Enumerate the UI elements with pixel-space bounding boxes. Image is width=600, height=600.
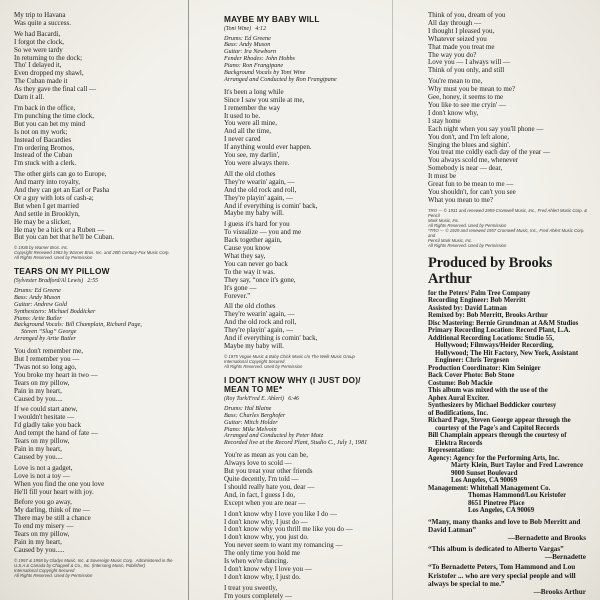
havana-lyrics-stanza-4-line: But you can bet that he'll be Cuban. xyxy=(14,233,115,242)
production-credits-line: 8651 Pinetree Place xyxy=(468,499,525,507)
production-credits-line: Disc Mastering: Bernie Grundman at A&M Studios xyxy=(428,319,579,327)
idkw-lyrics-stanza-2 xyxy=(224,511,392,582)
lyrics-column-left xyxy=(14,12,186,585)
maybe-lyrics-stanza-2-line: Forever.” xyxy=(224,291,251,300)
mean-to-me-lyrics-stanza-2-line: You don't, and I'm left alone, xyxy=(428,132,509,141)
havana-copyright-notice-line: All Rights Reserved. Used by Permission xyxy=(14,255,93,261)
maybe-lyrics-chorus-2-line: They're wearin' again, — xyxy=(224,310,295,319)
production-credits-line: of Bodifications, Inc. xyxy=(428,409,489,417)
idkw-lyrics-stanza-1-line: Always love to scold — xyxy=(224,459,292,468)
maybe-lyrics-stanza-2-line: To the way it was. xyxy=(224,267,276,276)
dedication-attribution-line: —Bernadette xyxy=(544,552,586,561)
tears-lyrics-stanza-3-line: Love is not a gadget, xyxy=(14,463,73,472)
i-dont-know-why-musicians-line: Bass: Charles Berghofer xyxy=(224,411,286,419)
havana-lyrics-stanza-3-line: Instead of Bacardies xyxy=(14,135,72,144)
thanks-attribution xyxy=(428,534,592,542)
production-credits-line: Back Cover Photo: Bob Stone xyxy=(428,372,515,380)
maybe-lyrics-chorus-1-line: And the old rock and roll, xyxy=(224,185,297,194)
mean-to-me-lyrics-stanza-2-line: You shouldn't, for can't you see xyxy=(428,187,516,196)
maybe-lyrics-stanza-1-line: I never cared xyxy=(224,135,261,144)
havana-lyrics-stanza-1-line: My trip to Havana xyxy=(14,11,66,19)
i-dont-know-why-musicians-line: Guitar: Mitch Holder xyxy=(224,418,278,426)
tears-on-my-pillow-musicians-line: Background Vocals: Bill Champlain, Richard Page, xyxy=(14,321,142,329)
tears-lyrics-stanza-1-line: Caused by you.... xyxy=(14,394,63,403)
i-dont-know-why-title xyxy=(224,376,392,395)
dedication-quote xyxy=(428,545,592,553)
production-credits-line: Management: Whitehall Management Co. xyxy=(428,484,551,492)
production-credits xyxy=(428,290,592,515)
mean-to-me-lyrics-stanza-1-line: Love you — I always will — xyxy=(428,58,511,67)
mean-to-me-lyrics-stanza-2-line: I don't know why, xyxy=(428,108,479,117)
maybe-lyrics-chorus-2-line: And if everything is comin' back, xyxy=(224,334,318,343)
mean-to-me-lyrics-stanza-1-line: Whatever seized you xyxy=(428,34,487,43)
idkw-lyrics-stanza-2-line: The only time you hold me xyxy=(224,549,301,558)
production-credits-line: Richard Page, Steven George appear through the xyxy=(428,417,571,425)
i-dont-know-why-title-line: I DON'T KNOW WHY (I JUST DO)/ xyxy=(224,374,361,385)
maybe-my-baby-will-musicians-line: Arranged and Conducted by Ron Frangipane xyxy=(224,75,337,83)
production-credits-line: Marty Klein, Burt Taylor and Fred Lawrence xyxy=(451,462,583,470)
maybe-lyrics-chorus-2-line: They're playin' again, — xyxy=(224,326,293,335)
tears-lyrics-stanza-2 xyxy=(14,406,186,461)
tears-lyrics-stanza-3 xyxy=(14,465,186,497)
dedication-quote-line: “This album is dedicated to Alberto Vargas” xyxy=(428,544,564,553)
maybe-my-baby-will-musicians-line: Bass: Andy Muson xyxy=(224,41,271,49)
havana-lyrics-stanza-4-line: But when I get married xyxy=(14,201,79,210)
maybe-lyrics-stanza-2-line: You can never go back xyxy=(224,259,288,268)
mean-to-me-lyrics-stanza-2-line: It must be xyxy=(428,172,456,181)
i-dont-know-why-writers xyxy=(224,396,392,403)
mean-to-me-lyrics-stanza-1-line: That made you treat me xyxy=(428,42,495,51)
i-dont-know-why-musicians-line: Piano: Mike Melvoin xyxy=(224,425,277,433)
havana-lyrics-stanza-2-line: In returning to the dock; xyxy=(14,53,83,62)
havana-lyrics-stanza-4-line: Or a guy with lots of cash-a; xyxy=(14,193,94,202)
mean-to-me-lyrics-stanza-2-line: You treat me coldly each day of the year — xyxy=(428,148,550,157)
maybe-lyrics-chorus-2-line: All the old clothes xyxy=(224,302,276,311)
idkw-lyrics-stanza-3-line: I treat you sweetly, xyxy=(224,583,278,592)
maybe-lyrics-stanza-2-line: They say, “once it's gone, xyxy=(224,275,296,284)
production-credits-line: Costume: Bob Mackie xyxy=(428,379,493,387)
havana-lyrics-stanza-4-line: And settle in Brooklyn, xyxy=(14,209,80,218)
maybe-my-baby-will-musicians xyxy=(224,36,392,84)
fold-line-left xyxy=(188,0,189,600)
mean-to-me-lyrics-stanza-2-line: I stay home xyxy=(428,116,461,125)
idkw-lyrics-stanza-3-line: I'm yours completely — xyxy=(224,591,292,600)
havana-lyrics-stanza-2-line: As they gave the final call — xyxy=(14,85,97,94)
maybe-lyrics-stanza-2-line: Cause you know xyxy=(224,244,271,253)
maybe-lyrics-chorus-1-line: And if everything is comin' back, xyxy=(224,201,318,210)
production-credits-line: Los Angeles, CA 90069 xyxy=(468,507,535,515)
production-credits-line: Thomas Hammond/Lou Kristofer xyxy=(468,492,567,500)
i-dont-know-why-title-line: MEAN TO ME* xyxy=(224,384,283,395)
tears-copyright-notice-line: U.S.A & Canada by Chappell & Co., Inc. (Intersong Music, Publisher) xyxy=(14,562,146,568)
havana-lyrics-stanza-4-line: The other girls can go to Europe, xyxy=(14,170,107,179)
production-credits-line: 9000 Sunset Boulevard xyxy=(451,469,518,477)
production-credits-line: Los Angeles, CA 90069 xyxy=(451,477,518,485)
tears-lyrics-stanza-1-line: Pain in my heart, xyxy=(14,386,62,395)
idkw-lyrics-stanza-2-line: I don't know why I love you — xyxy=(224,564,312,573)
maybe-my-baby-will-musicians-line: Piano: Ron Frangipane xyxy=(224,62,284,70)
havana-lyrics-stanza-3-line: Instead of the Cuban xyxy=(14,151,73,160)
maybe-lyrics-stanza-1-line: It's been a long while xyxy=(224,87,284,96)
tro-copyright-notice-line: TRO — © 1931 and renewed 1959 Cromwell Music, Inc., Fred Ahlert Music Corp. & Pencil xyxy=(428,207,589,218)
tears-lyrics-stanza-2-line: Caused by you.... xyxy=(14,452,63,461)
tears-lyrics-stanza-4 xyxy=(14,499,186,554)
havana-lyrics-stanza-1-line: Was quite a success. xyxy=(14,18,71,27)
thanks-quote-line: “Many, many thanks and love to Bob Merritt and xyxy=(428,517,581,526)
tears-lyrics-stanza-1-line: 'Twas not so long ago, xyxy=(14,362,77,371)
havana-lyrics-stanza-2-line: I forgot the clock, xyxy=(14,37,65,46)
maybe-lyrics-chorus-2-line: And the old rock and roll, xyxy=(224,318,297,327)
special-people-quote-line: Kristofer ... who are very special people and will xyxy=(428,571,576,580)
maybe-lyrics-chorus-1-line: They're playin' again, — xyxy=(224,193,293,202)
mean-to-me-lyrics-stanza-2 xyxy=(428,78,592,205)
havana-copyright-notice-line: © 1936 by Warner Bros. Inc. xyxy=(14,245,69,251)
havana-lyrics-stanza-3-line: I'm back in the office, xyxy=(14,103,76,112)
mean-to-me-lyrics-stanza-2-line: You're mean to me, xyxy=(428,77,483,86)
tears-on-my-pillow-title-line: TEARS ON MY PILLOW xyxy=(14,266,110,277)
production-credits-line: Bill Champlain appears through the courtesy of xyxy=(428,432,567,440)
tears-lyrics-stanza-1 xyxy=(14,348,186,403)
idkw-lyrics-stanza-2-line: You never seem to want my romancing — xyxy=(224,541,343,550)
tro-copyright-notice-line: All Rights Reserved. Used by Permission xyxy=(428,222,507,228)
idkw-lyrics-stanza-2-line: I don't know why, I just do. xyxy=(224,572,301,581)
maybe-lyrics-stanza-2-line: To visualize — you and me xyxy=(224,228,302,237)
havana-lyrics-stanza-2 xyxy=(14,31,186,102)
maybe-lyrics-chorus-1-line: They're wearin' again, — xyxy=(224,177,295,186)
mean-to-me-lyrics-stanza-2-line: Gee, honey, it seems to me xyxy=(428,93,504,102)
tears-lyrics-stanza-4-line: To end my misery — xyxy=(14,522,74,531)
tears-lyrics-stanza-4-line: There may be still a chance xyxy=(14,514,91,523)
tears-on-my-pillow-musicians-line: Guitar: Andrew Gold xyxy=(14,300,67,308)
havana-lyrics-stanza-2-line: The Cuban made it xyxy=(14,77,68,86)
maybe-lyrics-stanza-2-line: It's gone — xyxy=(224,283,257,292)
production-credits-line: for the Peters/ Palm Tree Company xyxy=(428,289,531,297)
maybe-lyrics-stanza-1-line: I remember the way xyxy=(224,103,281,112)
tears-on-my-pillow-musicians-line: Arranged by Artie Butler xyxy=(14,335,76,343)
production-credits-line: Hollywood; Filmways/Heider Recording, xyxy=(435,342,554,350)
tro-copyright-notice-line: Mark Music, Inc. xyxy=(428,217,460,223)
i-dont-know-why-musicians xyxy=(224,406,392,447)
havana-lyrics-stanza-3-line: But you can bet my mind xyxy=(14,119,85,128)
maybe-lyrics-stanza-1-line: Since I saw you smile at me, xyxy=(224,95,305,104)
havana-lyrics-stanza-3 xyxy=(14,105,186,168)
maybe-my-baby-will-title-line: MAYBE MY BABY WILL xyxy=(224,14,320,24)
tears-copyright-notice-line: © 1957 & 1958 by Gladys Music, Inc. & Sovereign Music Corp. Administered in the xyxy=(14,557,173,563)
tears-copyright-notice-line: International Copyright Secured xyxy=(14,567,75,573)
maybe-copyright-notice-line: © 1975 Vogue Music & Baby Chick Music c/o The Welk Music Group xyxy=(224,353,355,359)
idkw-lyrics-stanza-1-line: Except when you are near — xyxy=(224,498,306,507)
i-dont-know-why-musicians-line: Drums: Hal Blaine xyxy=(224,404,272,412)
production-credits-line: Primary Recording Location: Record Plant, L.A. xyxy=(428,327,571,335)
tears-copyright-notice-line: All Rights Reserved. Used by Permission xyxy=(14,572,93,578)
tears-lyrics-stanza-4-line: Pain in my heart, xyxy=(14,537,62,546)
tears-lyrics-stanza-4-line: Before you go away, xyxy=(14,498,72,507)
havana-lyrics-stanza-2-line: We had Bacardi, xyxy=(14,29,61,38)
maybe-lyrics-stanza-1-line: You were all mine, xyxy=(224,119,277,128)
mean-to-me-lyrics-stanza-1-line: Think of you only, and still xyxy=(428,66,505,75)
produced-by-heading xyxy=(428,255,592,288)
i-dont-know-why-musicians-line: Arranged and Conducted by Peter Matz xyxy=(224,432,324,440)
tears-lyrics-stanza-2-line: I'd gladly take you back xyxy=(14,421,81,430)
tears-lyrics-stanza-4-line: Caused by you..... xyxy=(14,545,65,554)
havana-lyrics-stanza-2-line: Darn it all. xyxy=(14,93,45,102)
idkw-lyrics-stanza-2-line: I don't know why I love you like I do — xyxy=(224,509,337,518)
tears-lyrics-stanza-2-line: And tempt the hand of fate — xyxy=(14,429,98,438)
production-credits-line: Hollywood; The Hit Factory, New York, Assistant xyxy=(435,349,579,357)
production-credits-line: Elektra Records xyxy=(435,439,483,447)
tears-on-my-pillow-musicians-line: Bass: Andy Muson xyxy=(14,293,61,301)
idkw-lyrics-stanza-3 xyxy=(224,585,392,600)
maybe-lyrics-stanza-1-line: You see, my darlin', xyxy=(224,151,280,160)
lyrics-and-credits-column-right xyxy=(428,12,592,596)
havana-lyrics-stanza-4 xyxy=(14,171,186,242)
tears-on-my-pillow-musicians-line: Piano: Artie Butler xyxy=(14,314,62,322)
maybe-copyright-notice xyxy=(224,354,392,369)
maybe-my-baby-will-musicians-line: Guitar: Ira Newborn xyxy=(224,48,276,56)
idkw-lyrics-stanza-2-line: I don't know why, you just do. xyxy=(224,533,309,542)
havana-lyrics-stanza-4-line: He may be a hick or a Ruben — xyxy=(14,225,105,234)
maybe-lyrics-stanza-1-line: You were always there. xyxy=(224,159,290,167)
havana-copyright-notice xyxy=(14,245,186,260)
maybe-copyright-notice-line: International Copyright Secured xyxy=(224,358,285,364)
havana-lyrics-stanza-2-line: Tho' I delayed it, xyxy=(14,61,62,70)
tears-lyrics-stanza-4-line: My darling, think of me — xyxy=(14,506,90,515)
tears-on-my-pillow-title xyxy=(14,267,186,277)
tears-lyrics-stanza-1-line: You don't remember me, xyxy=(14,347,83,356)
tears-lyrics-stanza-3-line: He'll fill your heart with joy. xyxy=(14,487,94,496)
maybe-my-baby-will-musicians-line: Fender Rhodes: John Hobbs xyxy=(224,55,295,63)
production-credits-line: Representation: xyxy=(428,447,475,455)
tears-lyrics-stanza-2-line: I wouldn't hesitate — xyxy=(14,413,75,422)
production-credits-line: Additional Recording Locations: Studio 55, xyxy=(428,334,554,342)
maybe-lyrics-chorus-2-line: Maybe my baby will. xyxy=(224,341,284,350)
maybe-lyrics-chorus-1-line: Maybe my baby will. xyxy=(224,209,284,218)
production-credits-line: This album was mixed with the use of the xyxy=(428,387,548,395)
maybe-my-baby-will-musicians-line: Drums: Ed Greene xyxy=(224,34,271,42)
maybe-lyrics-chorus-2 xyxy=(224,303,392,350)
idkw-lyrics-stanza-2-line: I don't know why you thrill me like you do — xyxy=(224,525,353,534)
maybe-my-baby-will-writers-line: (Toni Wine) 4:12 xyxy=(224,25,266,32)
mean-to-me-lyrics-stanza-2-line: Each night when you say you'll phone — xyxy=(428,124,544,133)
havana-lyrics-stanza-3-line: I'm stuck with a clerk. xyxy=(14,159,77,168)
tears-on-my-pillow-writers-line: (Sylvester Bradford/Al Lewis) 2:55 xyxy=(14,277,98,284)
maybe-my-baby-will-title xyxy=(224,15,392,25)
idkw-lyrics-stanza-1 xyxy=(224,452,392,507)
tears-lyrics-stanza-2-line: If we could start anew, xyxy=(14,405,78,414)
maybe-lyrics-stanza-2-line: What they say, xyxy=(224,251,266,260)
mean-to-me-lyrics-stanza-1-line: All day through — xyxy=(428,18,482,27)
idkw-lyrics-stanza-1-line: And, in fact, I guess I do, xyxy=(224,490,295,499)
thanks-quote-line: David Latman” xyxy=(428,526,477,535)
tears-lyrics-stanza-4-line: Tears on my pillow, xyxy=(14,530,70,539)
havana-lyrics-stanza-1 xyxy=(14,12,186,28)
maybe-lyrics-stanza-2-line: Back together again, xyxy=(224,236,282,245)
idkw-lyrics-stanza-1-line: I should really hate you, dear — xyxy=(224,482,315,491)
mean-to-me-lyrics-stanza-1 xyxy=(428,12,592,75)
tears-on-my-pillow-musicians-line: Drums: Ed Greene xyxy=(14,286,61,294)
production-credits-line: Remixed by: Bob Merritt, Brooks Arthur xyxy=(428,312,548,320)
special-people-quote-line: “To Bernadette Peters, Tom Hammond and Lou xyxy=(428,563,576,572)
tro-copyright-notice xyxy=(428,208,592,248)
special-people-quote xyxy=(428,563,592,588)
mean-to-me-lyrics-stanza-1-line: The way you do? xyxy=(428,50,477,59)
tears-lyrics-stanza-1-line: You broke my heart in two — xyxy=(14,370,98,379)
maybe-lyrics-stanza-2 xyxy=(224,221,392,300)
maybe-lyrics-chorus-1 xyxy=(224,171,392,218)
special-people-attribution xyxy=(428,588,592,596)
mean-to-me-lyrics-stanza-1-line: Think of you, dream of you xyxy=(428,11,506,19)
tears-lyrics-stanza-3-line: Love is not a toy — xyxy=(14,471,70,480)
tro-copyright-notice-line: *TRO — © 1929 and renewed 1957 Cromwell Music, Inc., Fred Ahlert Music Corp. and xyxy=(428,227,586,238)
production-credits-line: Engineer: Chris Tergesen xyxy=(435,357,510,365)
mean-to-me-lyrics-stanza-2-line: You like to see me cryin' — xyxy=(428,100,506,109)
special-people-attribution-line: —Brooks Arthur xyxy=(533,588,586,597)
tears-on-my-pillow-musicians-line: Steven “Slug” George xyxy=(21,328,77,336)
tears-on-my-pillow-musicians-line: Synthesizers: Michael Boddicker xyxy=(14,307,96,315)
tears-on-my-pillow-musicians xyxy=(14,288,186,343)
produced-by-heading-line: Produced by Brooks Arthur xyxy=(428,254,555,288)
havana-lyrics-stanza-4-line: And marry into royalty, xyxy=(14,178,81,187)
tears-lyrics-stanza-3-line: When you find the one you love xyxy=(14,479,105,488)
maybe-my-baby-will-writers xyxy=(224,26,392,33)
fold-line-right xyxy=(392,0,393,600)
havana-lyrics-stanza-3-line: I'm punching the time clock, xyxy=(14,111,94,120)
special-people-quote-line: always be special to me.” xyxy=(428,579,505,588)
dedication-attribution xyxy=(428,553,592,561)
production-credits-line: Agency: Agency for the Performing Arts, Inc. xyxy=(428,454,560,462)
maybe-lyrics-stanza-1-line: And all the time, xyxy=(224,127,272,136)
idkw-lyrics-stanza-1-line: Quite decently, I'm told — xyxy=(224,475,299,483)
idkw-lyrics-stanza-2-line: I don't know why, I just do — xyxy=(224,517,308,526)
tears-lyrics-stanza-1-line: But I remember you — xyxy=(14,355,80,364)
havana-copyright-notice-line: Copyright Renewed 1963 by Warner Bros. Inc. and 20th Century-Fox Music Corp. xyxy=(14,250,170,256)
tears-copyright-notice xyxy=(14,558,186,578)
havana-lyrics-stanza-4-line: And they can get an Earl or Pasha xyxy=(14,186,110,195)
maybe-lyrics-stanza-1-line: It used to be. xyxy=(224,111,261,120)
mean-to-me-lyrics-stanza-2-line: You always scold me, whenever xyxy=(428,156,519,165)
havana-lyrics-stanza-4-line: He may be a slicker, xyxy=(14,217,72,226)
production-credits-line: Assisted by: David Latman xyxy=(428,304,507,312)
maybe-copyright-notice-line: All Rights Reserved. Used by Permission xyxy=(224,363,303,369)
tro-copyright-notice-line: Pencil Mark Music, Inc. xyxy=(428,237,473,243)
mean-to-me-lyrics-stanza-2-line: Great fun to be mean to me — xyxy=(428,180,514,189)
production-credits-line: Synthesizers by Michael Boddicker courtesy xyxy=(428,402,557,410)
i-dont-know-why-musicians-line: Recorded live at the Record Plant, Studio C., July 1, 1981 xyxy=(224,439,368,447)
i-dont-know-why-writers-line: (Roy Turk/Fred E. Ahlert) 6:46 xyxy=(224,395,299,402)
production-credits-line: Production Coordinator: Kim Seiniger xyxy=(428,364,541,372)
tro-copyright-notice-line: All Rights Reserved. Used by Permission xyxy=(428,242,507,248)
idkw-lyrics-stanza-1-line: You're as mean as you can be, xyxy=(224,451,308,460)
mean-to-me-lyrics-stanza-2-line: Singing the blues and sighin'. xyxy=(428,140,511,149)
maybe-lyrics-stanza-2-line: I guess it's hard for you xyxy=(224,220,290,229)
maybe-lyrics-stanza-1 xyxy=(224,89,392,168)
havana-lyrics-stanza-3-line: I'm ordering Bromos, xyxy=(14,143,75,152)
production-credits-line: Recording Engineer: Bob Merritt xyxy=(428,297,526,305)
mean-to-me-lyrics-stanza-2-line: Somebody is near — dear, xyxy=(428,164,503,173)
mean-to-me-lyrics-stanza-2-line: Why must you be mean to me? xyxy=(428,85,516,94)
tears-lyrics-stanza-2-line: Pain in my heart, xyxy=(14,445,62,453)
tears-lyrics-stanza-2-line: Tears on my pillow, xyxy=(14,437,70,446)
mean-to-me-lyrics-stanza-1-line: I thought I pleased you, xyxy=(428,26,495,35)
maybe-lyrics-chorus-1-line: All the old clothes xyxy=(224,169,276,178)
maybe-lyrics-stanza-1-line: If anything would ever happen. xyxy=(224,143,312,152)
production-credits-line: courtesy of the Page's and Capitol Records xyxy=(435,424,560,432)
production-credits-line: Aphex Aural Exciter. xyxy=(428,394,490,402)
maybe-my-baby-will-musicians-line: Background Vocals by Toni Wine xyxy=(224,69,306,77)
tears-lyrics-stanza-1-line: Tears on my pillow, xyxy=(14,378,70,387)
lyrics-column-middle xyxy=(224,12,392,600)
havana-lyrics-stanza-3-line: Is not on my work; xyxy=(14,127,68,136)
tears-on-my-pillow-writers xyxy=(14,278,186,285)
mean-to-me-lyrics-stanza-2-line: What you mean to me? xyxy=(428,195,493,204)
havana-lyrics-stanza-2-line: Even dropped my shawl, xyxy=(14,69,84,78)
idkw-lyrics-stanza-1-line: But you treat your other friends xyxy=(224,467,313,476)
thanks-quote xyxy=(428,518,592,535)
thanks-attribution-line: —Bernadette and Brooks xyxy=(507,534,586,543)
idkw-lyrics-stanza-2-line: Is when we're dancing. xyxy=(224,557,289,566)
havana-lyrics-stanza-2-line: So we were tardy xyxy=(14,45,63,54)
